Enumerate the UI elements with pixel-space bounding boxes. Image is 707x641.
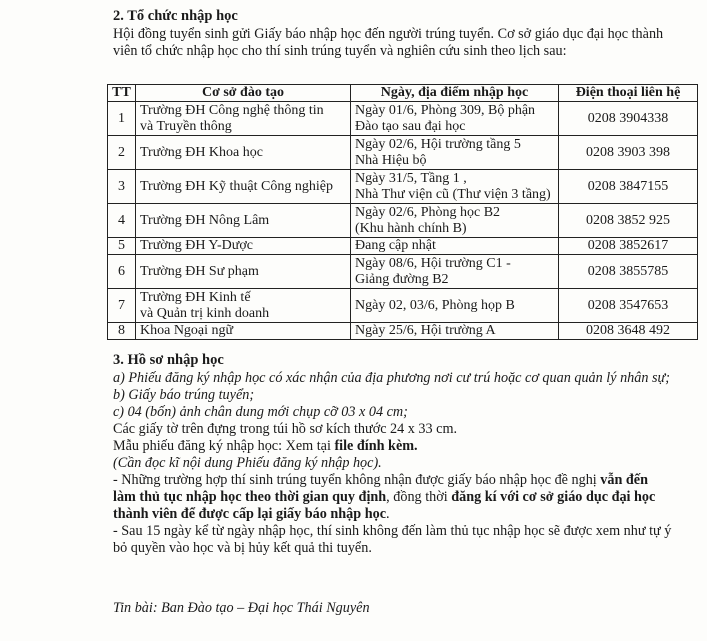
- table-row: [108, 170, 698, 204]
- section-3-title: 3. Hồ sơ nhập học: [113, 352, 224, 368]
- date-place: [351, 323, 559, 340]
- school-name-line: và Quản trị kinh doanh: [140, 305, 270, 321]
- bag-size-note: Các giấy tờ trên đựng trong túi hồ sơ kích thước 24 x 33 cm.: [113, 421, 458, 437]
- header-school: Cơ sở đào tạo: [136, 85, 351, 102]
- phone-number: 0208 3852 925: [559, 204, 698, 238]
- date-place-line: Ngày 01/6, Phòng 309, Bộ phận: [355, 102, 536, 118]
- school-name-line: Trường ĐH Kỹ thuật Công nghiệp: [140, 178, 333, 194]
- school-name-line: Khoa Ngoại ngữ: [140, 323, 234, 338]
- date-place: [351, 238, 559, 255]
- row-number: 4: [108, 204, 136, 238]
- date-place-line: Ngày 02/6, Hội trường tầng 5: [355, 136, 521, 152]
- phone-number: 0208 3547653: [559, 289, 698, 323]
- section-3-body: [113, 370, 693, 557]
- p1-text-d: , đồng thời: [386, 489, 452, 505]
- table-body: [108, 102, 698, 340]
- date-place: [351, 204, 559, 238]
- item-b: b) Giấy báo trúng tuyển;: [113, 387, 255, 403]
- table-row: [108, 102, 698, 136]
- date-place-line: Ngày 25/6, Hội trường A: [355, 323, 496, 338]
- paragraph-1-line-1: [113, 472, 693, 489]
- date-place-line: Ngày 08/6, Hội trường C1 -: [355, 255, 511, 271]
- school-name-line: Trường ĐH Sư phạm: [140, 263, 259, 279]
- header-date-place: Ngày, địa điểm nhập học: [351, 85, 559, 102]
- phone-number: 0208 3904338: [559, 102, 698, 136]
- row-number: 8: [108, 323, 136, 340]
- date-place-line: Nhà Thư viện cũ (Thư viện 3 tầng): [355, 186, 551, 202]
- form-prefix: Mẫu phiếu đăng ký nhập học: Xem tại: [113, 438, 335, 454]
- p1-text-a: - Những trường hợp thí sinh trúng tuyển không nhận được giấy báo nhập học đề nghị: [113, 472, 601, 488]
- school-name: [136, 170, 351, 204]
- phone-number: 0208 3648 492: [559, 323, 698, 340]
- date-place-line: Ngày 02, 03/6, Phòng họp B: [355, 297, 515, 313]
- read-form-note: (Cần đọc kĩ nội dung Phiếu đăng ký nhập học).: [113, 455, 382, 471]
- table-header-row: [108, 85, 698, 102]
- date-place-line: Giảng đường B2: [355, 271, 449, 287]
- row-number: 7: [108, 289, 136, 323]
- row-number: 3: [108, 170, 136, 204]
- intro-line-2: viên tổ chức nhập học cho thí sinh trúng tuyển và nghiên cứu sinh theo lịch sau:: [113, 43, 567, 59]
- footer-source: Tin bài: Ban Đào tạo – Đại học Thái Nguyên: [113, 600, 370, 616]
- paragraph-1-line-2: [113, 489, 693, 506]
- school-name: [136, 323, 351, 340]
- school-name: [136, 136, 351, 170]
- form-reference: [113, 438, 693, 455]
- header-tt: TT: [108, 85, 136, 102]
- attached-file-link: file đính kèm.: [334, 438, 418, 454]
- date-place-line: Đào tạo sau đại học: [355, 118, 466, 134]
- school-name-line: và Truyền thông: [140, 118, 232, 134]
- school-name-line: Trường ĐH Khoa học: [140, 144, 263, 160]
- p1-bold-e: đăng kí với cơ sở giáo dục đại học: [451, 489, 656, 505]
- phone-number: 0208 3847155: [559, 170, 698, 204]
- section-2-intro: [113, 26, 693, 60]
- paragraph-2-line-1: - Sau 15 ngày kể từ ngày nhập học, thí sinh không đến làm thủ tục nhập học sẽ được xem như tự ý: [113, 523, 672, 539]
- school-name-line: Trường ĐH Kinh tế: [140, 289, 251, 305]
- date-place: [351, 255, 559, 289]
- school-name-line: Trường ĐH Nông Lâm: [140, 212, 270, 228]
- row-number: 6: [108, 255, 136, 289]
- phone-number: 0208 3855785: [559, 255, 698, 289]
- phone-number: 0208 3903 398: [559, 136, 698, 170]
- row-number: 5: [108, 238, 136, 255]
- school-name: [136, 102, 351, 136]
- paragraph-2-line-2: bỏ quyền vào học và bị hủy kết quả thi tuyển.: [113, 540, 372, 556]
- p1-bold-c: làm thủ tục nhập học theo thời gian quy định: [113, 489, 387, 505]
- date-place: [351, 170, 559, 204]
- table-row: [108, 255, 698, 289]
- table-row: [108, 323, 698, 340]
- p1-text-g: .: [386, 506, 390, 522]
- date-place-line: (Khu hành chính B): [355, 220, 467, 236]
- school-name: [136, 238, 351, 255]
- phone-number: 0208 3852617: [559, 238, 698, 255]
- row-number: 2: [108, 136, 136, 170]
- school-name-line: Trường ĐH Y-Dược: [140, 238, 253, 253]
- item-a: a) Phiếu đăng ký nhập học có xác nhận của địa phương nơi cư trú hoặc cơ quan quản lý nhân sự;: [113, 370, 670, 386]
- table-row: [108, 238, 698, 255]
- table-row: [108, 136, 698, 170]
- section-2-title: 2. Tổ chức nhập học: [113, 8, 238, 24]
- school-name: [136, 289, 351, 323]
- p1-bold-f: thành viên để được cấp lại giấy báo nhập học: [113, 506, 386, 522]
- item-c: c) 04 (bốn) ảnh chân dung mới chụp cỡ 03 x 04 cm;: [113, 404, 408, 420]
- intro-line-1: Hội đồng tuyển sinh gửi Giấy báo nhập học đến người trúng tuyển. Cơ sở giáo dục đại học thành: [113, 26, 664, 42]
- school-name: [136, 255, 351, 289]
- paragraph-1-line-3: [113, 506, 693, 523]
- row-number: 1: [108, 102, 136, 136]
- table-row: [108, 204, 698, 238]
- date-place-line: Ngày 31/5, Tầng 1 ,: [355, 170, 467, 186]
- date-place: [351, 136, 559, 170]
- date-place-line: Nhà Hiệu bộ: [355, 152, 427, 168]
- date-place-line: Ngày 02/6, Phòng học B2: [355, 204, 501, 220]
- date-place: [351, 102, 559, 136]
- admission-schedule-table: [107, 84, 698, 340]
- school-name-line: Trường ĐH Công nghệ thông tin: [140, 102, 324, 118]
- p1-bold-b: vẫn đến: [600, 472, 648, 488]
- table-row: [108, 289, 698, 323]
- header-phone: Điện thoại liên hệ: [559, 85, 698, 102]
- date-place-line: Đang cập nhật: [355, 238, 436, 253]
- school-name: [136, 204, 351, 238]
- date-place: [351, 289, 559, 323]
